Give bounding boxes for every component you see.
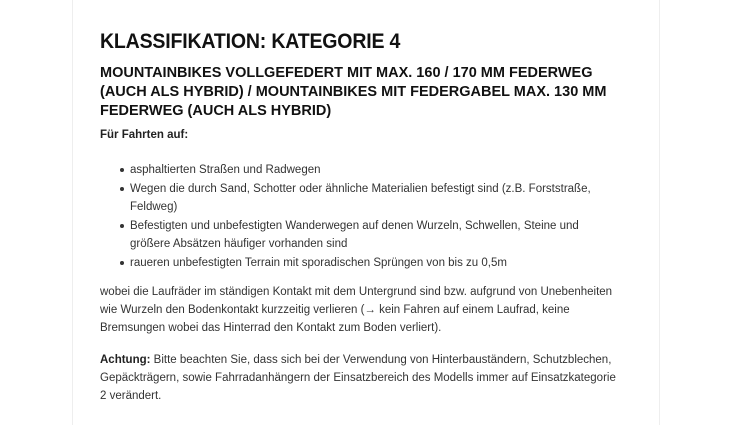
warning-text: Bitte beachten Sie, dass sich bei der Verwendung von Hinterbauständern, Schutzblechen, Gepäckträgern, sowie Fahrradanhängern der Einsatzbereich des Modells immer auf Einsatzkategorie 2 verändert.	[100, 354, 616, 402]
usage-list	[100, 161, 620, 272]
list-item: asphaltierten Straßen und Radwegen	[130, 161, 600, 179]
usage-lead: Für Fahrten auf:	[100, 129, 189, 141]
list-item: raueren unbefestigten Terrain mit sporadischen Sprüngen von bis zu 0,5m	[130, 254, 600, 272]
list-item: Wegen die durch Sand, Schotter oder ähnliche Materialien befestigt sind (z.B. Forststraße, Feldweg)	[130, 180, 600, 216]
list-item: Befestigten und unbefestigten Wanderwegen auf denen Wurzeln, Schwellen, Steine und größere Absätzen häufiger vorhanden sind	[130, 217, 600, 253]
warning-note	[100, 351, 620, 405]
warning-label: Achtung:	[100, 354, 151, 366]
body-paragraph: wobei die Laufräder im ständigen Kontakt mit dem Untergrund sind bzw. aufgrund von Unebenheiten wie Wurzeln den Bodenkontakt kurzzeitig verlieren (→ kein Fahren auf einem Laufrad, keine Bremsungen wobei das Hinterrad den Kontakt zum Boden verliert).	[100, 286, 613, 334]
category-subheading: MOUNTAINBIKES VOLLGEFEDERT MIT MAX. 160 / 170 MM FEDERWEG (AUCH ALS HYBRID) / MOUNTAINBIKES MIT FEDERGABEL MAX. 130 MM FEDERWEG (AUCH ALS HYBRID)	[100, 65, 607, 119]
page-title: KLASSIFIKATION: KATEGORIE 4	[100, 30, 401, 53]
article	[100, 30, 620, 405]
